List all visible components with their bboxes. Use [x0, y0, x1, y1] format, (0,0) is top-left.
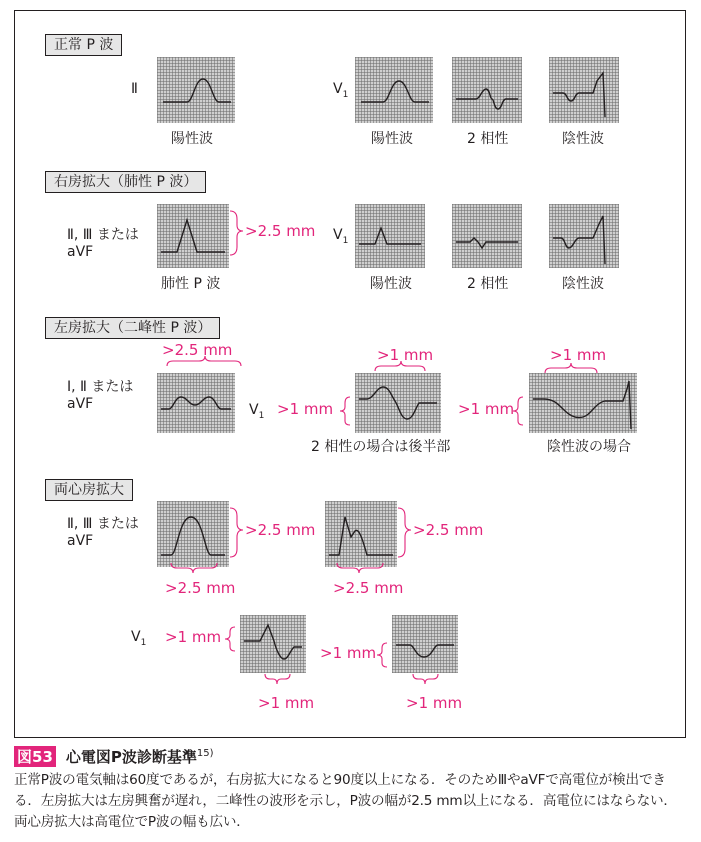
- caption-right-positive: 陽性波: [370, 276, 412, 292]
- caption-normal-negative: 陰性波: [562, 131, 604, 147]
- meas-left-neg-top: >1 mm: [550, 346, 607, 364]
- lead-label-right-v1: $V_1$: [333, 227, 349, 246]
- caption-left-negative: 陰性波の場合: [547, 439, 631, 455]
- meas-both-height-b: >2.5 mm: [413, 521, 484, 539]
- figure-frame: [14, 10, 686, 738]
- ecg-both-v1-b: [392, 615, 458, 673]
- meas-both-v1-side-a: >1 mm: [165, 628, 222, 646]
- section-title-left: 左房拡大（二峰性 P 波）: [45, 317, 220, 339]
- section-title-normal: 正常 P 波: [45, 34, 122, 56]
- braces-both: [15, 11, 687, 739]
- caption-right-biphasic: 2 相性: [467, 276, 509, 292]
- meas-both-width-a: >2.5 mm: [165, 579, 236, 597]
- lead-label-v1: $V_1$: [333, 81, 349, 100]
- caption-normal-positive: 陽性波: [171, 131, 213, 147]
- meas-left-v1-top: >1 mm: [377, 346, 434, 364]
- section-title-both: 両心房拡大: [45, 479, 133, 501]
- caption-normal-biphasic: 2 相性: [467, 131, 509, 147]
- meas-both-width-b: >2.5 mm: [333, 579, 404, 597]
- meas-right-height: >2.5 mm: [245, 222, 316, 240]
- lead-label-both: Ⅱ, Ⅲ または aVF: [67, 516, 139, 549]
- figure-caption-body: 正常P波の電気軸は60度であるが，右房拡大になると90度以上になる．そのためⅢやaVFで高電位が検出できる．左房拡大は左房興奮が遅れ，二峰性の波形を示し，P波の幅が2.5 mm以上になる．高電位にはならない．両心房拡大は高電位でP波の幅も広い．: [14, 772, 677, 830]
- lead-label-left: Ⅰ, Ⅱ または aVF: [67, 379, 134, 412]
- caption-right-negative: 陰性波: [562, 276, 604, 292]
- meas-both-v1-bottom-b: >1 mm: [406, 694, 463, 712]
- meas-both-height-a: >2.5 mm: [245, 521, 316, 539]
- meas-both-v1-bottom-a: >1 mm: [258, 694, 315, 712]
- caption-left-biphasic: 2 相性の場合は後半部: [311, 439, 451, 455]
- section-title-right: 右房拡大（肺性 P 波）: [45, 171, 206, 193]
- meas-left-neg-side: >1 mm: [458, 400, 515, 418]
- meas-left-v1-side: >1 mm: [277, 400, 334, 418]
- caption-normal-v1-positive: 陽性波: [371, 131, 413, 147]
- meas-both-v1-side-b: >1 mm: [320, 644, 377, 662]
- figure-caption-title: [14, 746, 214, 767]
- meas-left-width: >2.5 mm: [162, 341, 233, 359]
- figure-reference: 15): [196, 748, 214, 759]
- ecg-both-v1-a: [240, 615, 306, 673]
- lead-label-left-v1: $V_1$: [249, 402, 265, 421]
- lead-label-ii: Ⅱ: [131, 81, 138, 97]
- figure-title: 心電図P波診断基準: [65, 748, 197, 766]
- lead-label-right: Ⅱ, Ⅲ または aVF: [67, 227, 139, 260]
- figure-number: 図53: [14, 746, 56, 767]
- caption-right-pulmonale: 肺性 P 波: [161, 276, 221, 292]
- lead-label-both-v1: $V_1$: [131, 629, 147, 648]
